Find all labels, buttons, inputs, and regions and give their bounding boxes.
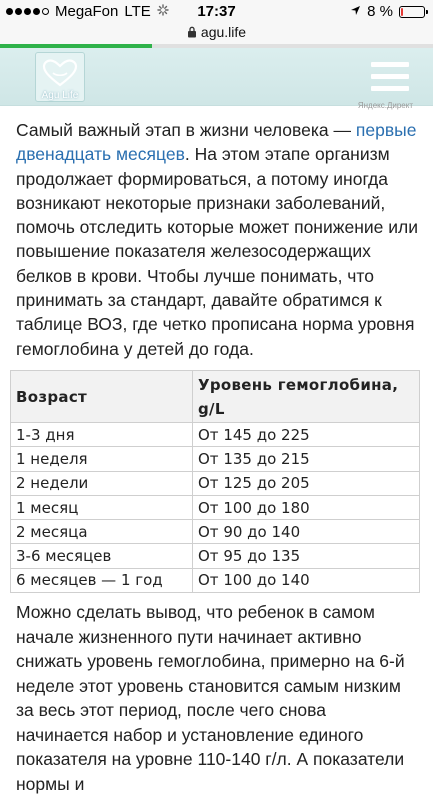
clock: 17:37 bbox=[197, 3, 236, 20]
hamburger-menu-icon[interactable] bbox=[371, 62, 409, 92]
battery-icon bbox=[399, 6, 425, 18]
article-intro bbox=[16, 118, 420, 361]
cell-range: От 95 до 135 bbox=[193, 544, 420, 568]
table-row bbox=[11, 447, 420, 471]
location-arrow-icon bbox=[350, 3, 361, 20]
table-row bbox=[11, 544, 420, 568]
intro-text-end: . На этом этапе организм продолжает формироваться, а потому иногда возникают некоторые признаки заболеваний, помочь отследить которые может понижение или повышение показателя железосодержащих белков в крови. Чтобы лучше понимать, что принимать за стандарт, давайте обратимся к таблице ВОЗ, где четко прописана норма уровня гемоглобина у детей до года. bbox=[16, 144, 418, 359]
table-header-row bbox=[11, 371, 420, 423]
cell-age: 1-3 дня bbox=[11, 423, 193, 447]
cell-range: От 135 до 215 bbox=[193, 447, 420, 471]
cell-age: 2 месяца bbox=[11, 520, 193, 544]
table-row bbox=[11, 568, 420, 592]
cell-range: От 90 до 140 bbox=[193, 520, 420, 544]
ad-label: Яндекс.Директ bbox=[357, 101, 413, 110]
table-row bbox=[11, 495, 420, 519]
cell-range: От 125 до 205 bbox=[193, 471, 420, 495]
cell-age: 1 неделя bbox=[11, 447, 193, 471]
cell-range: От 145 до 225 bbox=[193, 423, 420, 447]
lock-icon bbox=[187, 25, 197, 41]
article-conclusion: Можно сделать вывод, что ребенок в самом начале жизненного пути начинает активно снижать уровень гемоглобина, примерно на 6-й неделе этот уровень становится самым низким за весь этот период, после чего снова начинается набор и установление единого показателя на уровне 110-140 г/л. А показатели нормы и bbox=[16, 602, 405, 794]
table-row bbox=[11, 471, 420, 495]
status-bar bbox=[0, 0, 433, 24]
first-twelve-months-link[interactable]: первые двенадцать месяцев bbox=[16, 120, 417, 165]
cell-age: 1 месяц bbox=[11, 495, 193, 519]
cell-age: 2 недели bbox=[11, 471, 193, 495]
header-age: Возраст bbox=[11, 371, 193, 423]
heart-logo-icon bbox=[42, 59, 78, 87]
table-row bbox=[11, 520, 420, 544]
battery-percent: 8 % bbox=[367, 3, 393, 20]
header-hemoglobin: Уровень гемоглобина, g/L bbox=[193, 371, 420, 423]
logo-text: Agu Life bbox=[41, 90, 79, 101]
network-type: LTE bbox=[124, 3, 151, 20]
intro-text-start: Самый важный этап в жизни человека — bbox=[16, 120, 356, 140]
cell-range: От 100 до 140 bbox=[193, 568, 420, 592]
cell-range: От 100 до 180 bbox=[193, 495, 420, 519]
address-bar[interactable] bbox=[0, 24, 433, 44]
url-text: agu.life bbox=[200, 24, 247, 40]
table-row bbox=[11, 423, 420, 447]
status-right bbox=[350, 3, 425, 20]
cell-age: 6 месяцев — 1 год bbox=[11, 568, 193, 592]
site-header bbox=[0, 48, 433, 106]
carrier-name: MegaFon bbox=[55, 3, 119, 20]
hemoglobin-table bbox=[10, 370, 420, 593]
cell-age: 3-6 месяцев bbox=[11, 544, 193, 568]
site-logo[interactable] bbox=[35, 52, 85, 102]
